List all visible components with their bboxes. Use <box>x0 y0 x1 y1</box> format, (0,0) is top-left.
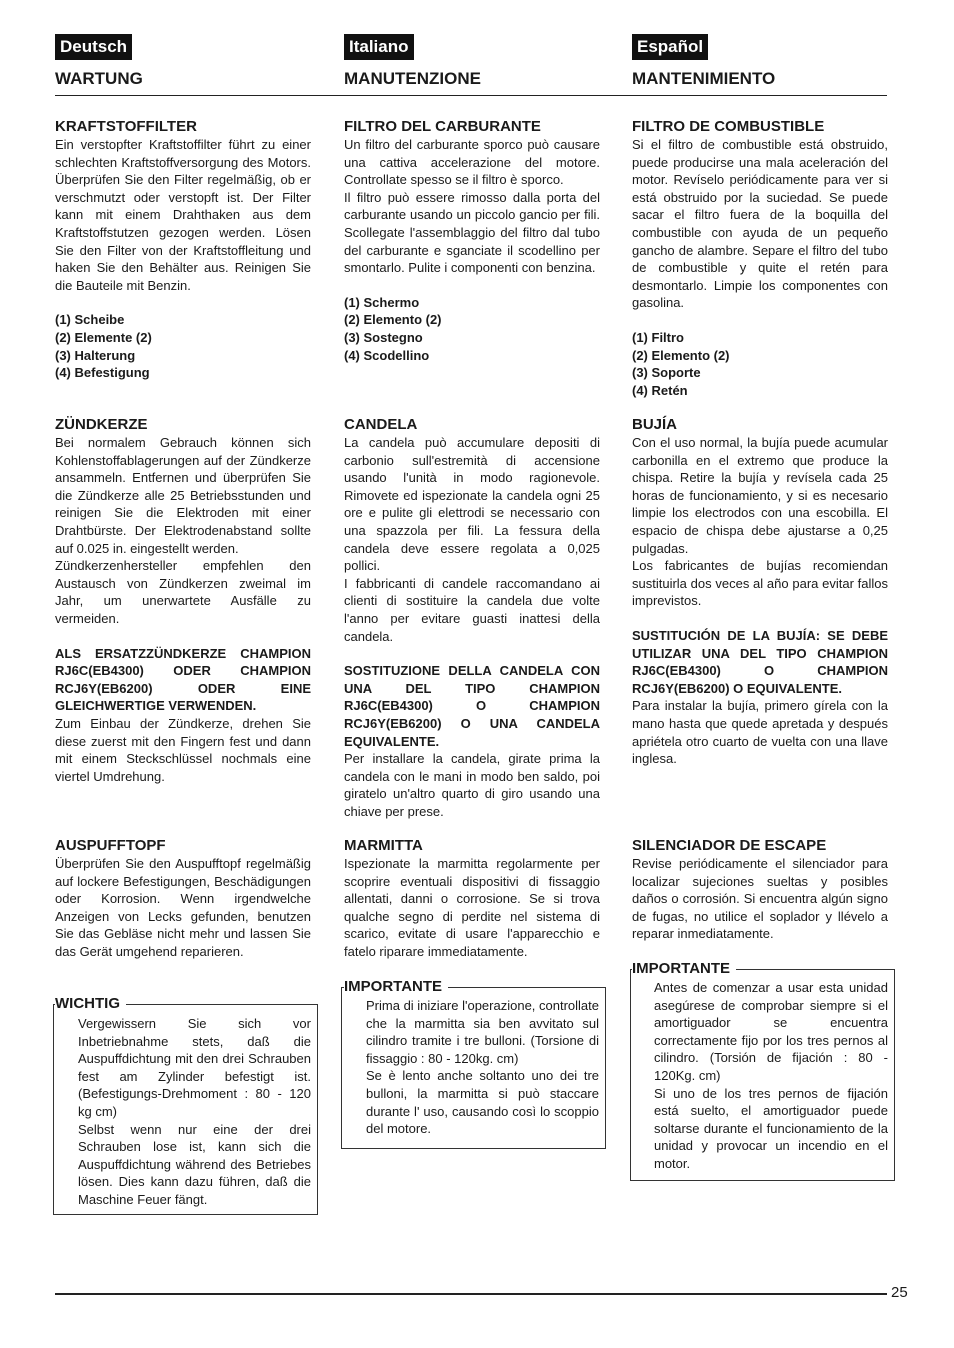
spark-plug-install-text: Para instalar la bujía, primero gírela con la mano hasta que quede apretada y después apriétela otro cuarto de vuelta con una llave inglesa. <box>632 698 888 767</box>
spark-plug-text: Bei normalem Gebrauch können sich Kohlenstoffablagerungen auf der Zündkerze ansammeln. Entfernen und überprüfen Sie die Zündkerze alle 25 Betriebsstunden und reinigen Sie die Elektroden mit einer Drahtbürste. Der Elektrodenabstand sollte auf 0.025 in. eingestellt werden. <box>55 435 311 556</box>
part-item: (4) Retén <box>632 382 688 398</box>
fuel-filter-title: FILTRO DEL CARBURANTE <box>344 118 541 135</box>
part-item: (2) Elemento (2) <box>632 347 730 363</box>
language-label: Español <box>632 34 708 60</box>
warning-title: WICHTIG <box>55 995 126 1013</box>
warning-text: Antes de comenzar a usar esta unidad asegúrese de comprobar siempre si el amortiguador se encuentra correctamente fijo por los tres pernos al cilindro. (Torsión de fijación : 80 - 120Kg. cm) <box>654 980 888 1083</box>
fuel-filter-title: KRAFTSTOFFILTER <box>55 118 197 135</box>
spark-plug-title: BUJÍA <box>632 416 678 433</box>
footer-rule <box>55 1293 887 1295</box>
language-label: Deutsch <box>55 34 132 60</box>
page-number: 25 <box>891 1284 908 1301</box>
fuel-filter-section <box>344 118 600 364</box>
warning-text: Se è lento anche soltanto uno dei tre bulloni, la marmitta si può staccare durante l' uso, causando così lo scoppio del motore. <box>366 1068 599 1137</box>
warning-text: Si uno de los tres pernos de fijación está suelto, el amortiguador puede soltarse durante el funcionamiento de la unidad y provocar un incendio en el motor. <box>654 1085 888 1171</box>
spark-plug-title: ZÜNDKERZE <box>55 416 148 433</box>
spark-plug-install-text: Per installare la candela, girate prima la candela con le mani in modo ben saldo, poi giratelo un'altro quarto di giro usando una chiave per prese. <box>344 751 600 819</box>
part-item: (2) Elemento (2) <box>344 312 442 328</box>
header-rule <box>55 95 887 96</box>
fuel-filter-title: FILTRO DE COMBUSTIBLE <box>632 118 825 135</box>
part-item: (4) Befestigung <box>55 365 150 381</box>
spark-plug-note: ALS ERSATZZÜNDKERZE CHAMPION RJ6C(EB4300) ODER CHAMPION RCJ6Y(EB6200) ODER EINE GLEICHWERTIGE VERWENDEN. <box>55 645 311 714</box>
warning-box <box>630 969 895 1181</box>
spark-plug-text: Con el uso normal, la bujía puede acumular carbonilla en el extremo que produce la chispa. Retire la bujía y revísela cada 25 horas de funcionamiento, y si es necesario limpie los electrodos con una escobilla. El espacio de chispa debe ajustarse a 0,25 pulgadas. <box>632 435 888 556</box>
part-item: (3) Soporte <box>632 365 701 381</box>
spark-plug-section <box>55 416 311 785</box>
spark-plug-note: SUSTITUCIÓN DE LA BUJÍA: SE DEBE UTILIZAR UNA DEL TIPO CHAMPION RJ6C(EB4300) O CHAMPION RCJ6Y(EB6200) O EQUIVALENTE. <box>632 627 888 696</box>
spark-plug-title: CANDELA <box>344 416 418 433</box>
spark-plug-install-text: Zum Einbau der Zündkerze, drehen Sie diese zuerst mit den Fingern fest und dann mit einem Steckschlüssel nochmals eine viertel Umdrehung. <box>55 715 311 784</box>
warning-title: IMPORTANTE <box>344 978 448 996</box>
muffler-title: AUSPUFFTOPF <box>55 837 166 854</box>
muffler-text: Ispezionate la marmitta regolarmente per scoprire eventuali dispositivi di fissaggio allentati, danni o corrosione. Se si trova qualche segno di perdite nel sistema di scarico, evitate di usare l'apparecchio e fatelo riparare immediatamente. <box>344 856 600 959</box>
warning-box <box>53 1004 318 1215</box>
muffler-section <box>55 837 311 961</box>
warning-text: Vergewissern Sie sich vor Inbetriebnahme stets, daß die Auspuffdichtung mit den drei Schrauben fest am Zylinder befestigt ist. (Befestigungs-Drehmoment : 80 - 120 kg cm) <box>78 1016 311 1119</box>
fuel-filter-section <box>55 118 311 382</box>
spark-plug-text: Los fabricantes de bujías recomiendan sustituirla dos veces al año para evitar fallos imprevistos. <box>632 558 888 609</box>
warning-box <box>341 987 606 1149</box>
muffler-text: Überprüfen Sie den Auspufftopf regelmäßig auf lockere Befestigungen, Beschädigungen oder Korrosion. Wenn irgendwelche Anzeigen von Lecks gefunden, benutzen Sie das Gebläse nicht mehr und lassen Sie das Gerät umgehend reparieren. <box>55 856 311 959</box>
part-item: (2) Elemente (2) <box>55 329 152 345</box>
muffler-text: Revise periódicamente el silenciador para localizar sujeciones sueltas y posibles daños o corrosión. Si encuentra algún signo de fugas, no utilice el soplador y llévelo a reparar inmediatamente. <box>632 856 888 942</box>
language-label: Italiano <box>344 34 414 60</box>
warning-text: Selbst wenn nur eine der drei Schrauben lose ist, kann sich die Auspuffdichtung während des Betriebes lösen. Dies kann dazu führen, daß die Maschine Feuer fängt. <box>78 1121 311 1207</box>
spark-plug-section <box>344 416 600 820</box>
fuel-filter-section <box>632 118 888 399</box>
part-item: (4) Scodellino <box>344 347 430 363</box>
muffler-section <box>632 837 888 943</box>
part-item: (3) Sostegno <box>344 329 423 345</box>
warning-text: Prima di iniziare l'operazione, controllate che la marmitta sia ben avvitato sul cilindro tramite i tre bulloni. (Torsione di fissaggio : 80 - 120kg. cm) <box>366 998 599 1066</box>
section-title: MANTENIMIENTO <box>632 69 776 88</box>
fuel-filter-text: Ein verstopfter Kraftstoffilter führt zu einer schlechten Kraftstoffversorgung des Motors. Überprüfen Sie den Filter regelmäßig, ob er verschmutzt oder verstopft ist. Der Filter kann mit einem Drahthaken aus dem Kraftstoffstutzen gezogen werden. Lösen Sie den Filter von der Kraftstoffleitung und haken Sie den Behälter aus. Reinigen Sie die Bauteile mit Benzin. <box>55 137 311 293</box>
muffler-title: SILENCIADOR DE ESCAPE <box>632 837 827 854</box>
fuel-filter-text: Si el filtro de combustible está obstruido, puede producirse una mala aceleración del motor. Revíselo periódicamente para ver si está obstruido por la suciedad. Se puede sacar el filtro fuera de la boquilla del combustible con ayuda de un pequeño gancho de alambre. Separe el filtro del tubo de combustible y quite el retén para desmontarlo. Limpie los componentes con gasolina. <box>632 137 888 311</box>
muffler-title: MARMITTA <box>344 837 423 854</box>
spark-plug-text: La candela può accumulare depositi di carbonio sull'estremità di accensione usando l'unità in modo ragionevole. Rimovete ed ispezionate la candela ogni 25 ore e pulite gli elettrodi se necessario con una spazzola per fili. La fessura della candela deve essere regolata a 0,025 pollici. <box>344 435 600 574</box>
spark-plug-note: SOSTITUZIONE DELLA CANDELA CON UNA DEL TIPO CHAMPION RJ6C(EB4300) O CHAMPION RCJ6Y(EB6200) O UNA CANDELA EQUIVALENTE. <box>344 663 600 749</box>
part-item: (3) Halterung <box>55 347 136 363</box>
spark-plug-text: I fabbricanti di candele raccomandano ai clienti di sostituire la candela due volte l'anno per evitare guasti inattesi della candela. <box>344 575 600 644</box>
fuel-filter-text: Un filtro del carburante sporco può causare una cattiva accelerazione del motore. Controllate spesso se il filtro è sporco. Il filtro può essere rimosso dalla porta del carburante usando un piccolo gancio per fili. Scollegate l'assemblaggio del filtro dal tubo del carburante e sganciate il scodellino per smontarlo. Pulite i componenti con benzina. <box>344 137 600 276</box>
warning-title: IMPORTANTE <box>632 960 736 978</box>
muffler-section <box>344 837 600 961</box>
spark-plug-section <box>632 416 888 768</box>
spark-plug-text: Zündkerzenhersteller empfehlen den Austausch von Zündkerzen zweimal im Jahr, um unerwartete Ausfälle zu vermeiden. <box>55 558 311 626</box>
part-item: (1) Filtro <box>632 329 684 345</box>
section-title: MANUTENZIONE <box>344 69 481 88</box>
part-item: (1) Scheibe <box>55 312 125 328</box>
part-item: (1) Schermo <box>344 294 420 310</box>
section-title: WARTUNG <box>55 69 143 88</box>
